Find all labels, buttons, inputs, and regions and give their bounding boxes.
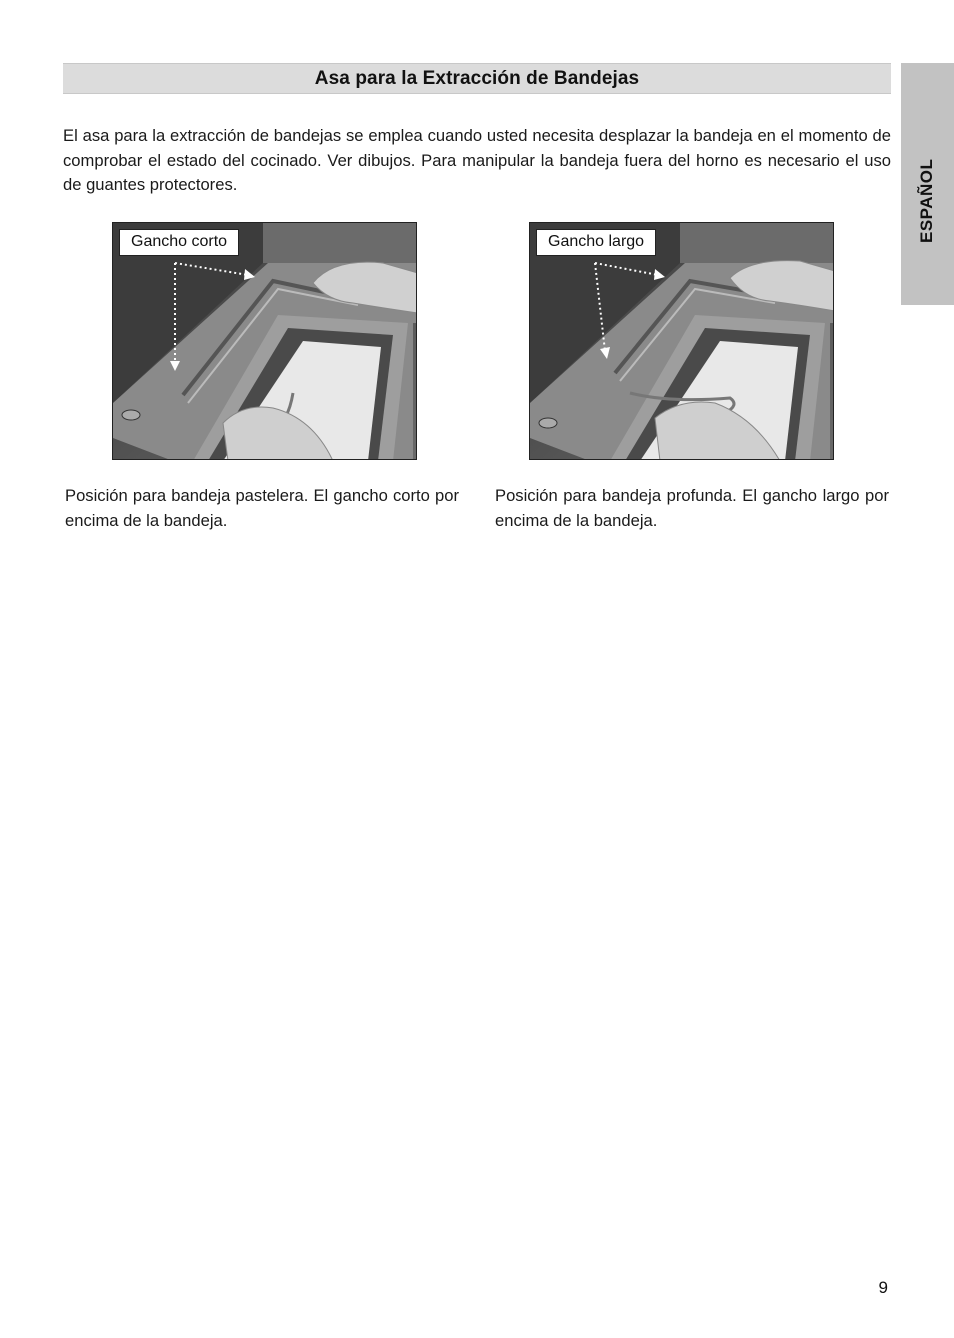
intro-paragraph: El asa para la extracción de bandejas se emplea cuando usted necesita desplazar la bandeja en el momento de comprobar el estado del cocinado. Ver dibujos. Para manipular la bandeja fuera del horno es necesario el uso de guantes protectores. — [63, 126, 891, 194]
figure-caption-short-hook: Posición para bandeja pastelera. El gancho corto por encima de la bandeja. — [65, 486, 459, 530]
section-title-bar — [63, 63, 891, 94]
figure-label: Gancho corto — [119, 229, 239, 256]
language-tab-label: ESPAÑOL — [917, 158, 936, 243]
figure-label: Gancho largo — [536, 229, 656, 256]
figure-short-hook — [112, 222, 417, 460]
section-title: Asa para la Extracción de Bandejas — [314, 67, 640, 89]
oven-tray-illustration — [113, 223, 417, 460]
language-tab — [901, 63, 954, 305]
page-number: 9 — [878, 1278, 888, 1297]
figure-caption-long-hook: Posición para bandeja profunda. El gancho largo por encima de la bandeja. — [495, 486, 889, 530]
figure-long-hook — [529, 222, 834, 460]
oven-tray-illustration — [530, 223, 834, 460]
